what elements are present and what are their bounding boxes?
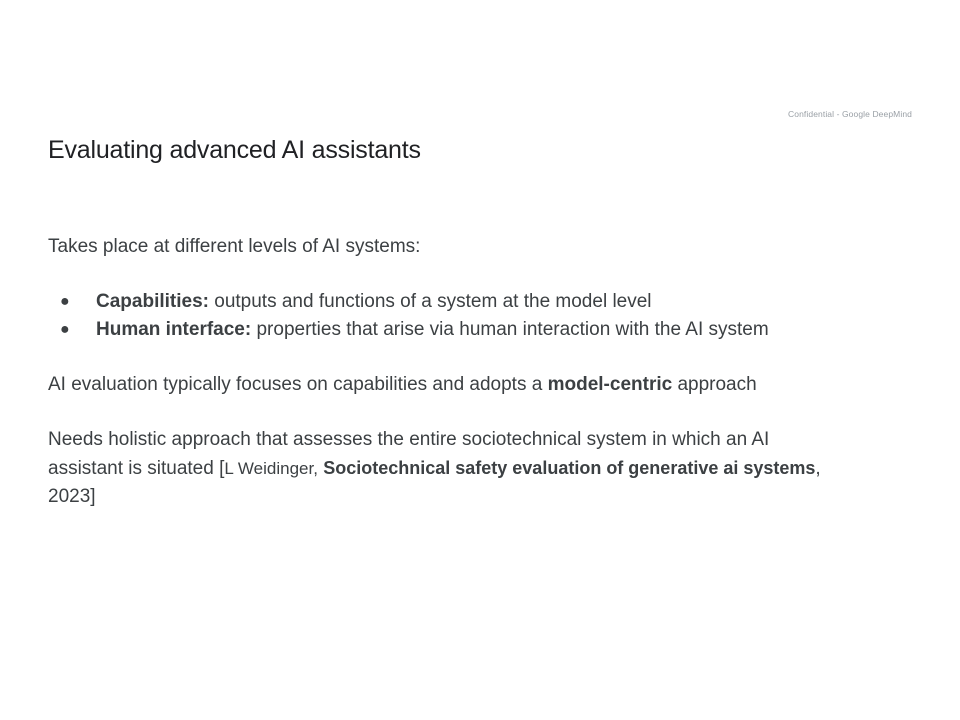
bullet-icon: ● xyxy=(60,321,70,338)
citation-year: , 2023] xyxy=(48,458,821,507)
bullet-term: Human interface: xyxy=(96,319,252,340)
holistic-text xyxy=(48,426,848,511)
bullet-text: properties that arise via human interaction with the AI system xyxy=(251,319,769,340)
evaluation-emphasis: model-centric xyxy=(547,374,673,395)
levels-list xyxy=(48,288,848,344)
list-item-capabilities xyxy=(48,288,848,316)
slide-title: Evaluating advanced AI assistants xyxy=(48,136,421,164)
bullet-text: outputs and functions of a system at the model level xyxy=(208,291,652,312)
bullet-icon: ● xyxy=(60,293,70,310)
evaluation-after: approach xyxy=(672,374,757,395)
citation-author: L Weidinger, xyxy=(224,459,318,478)
evaluation-before: AI evaluation typically focuses on capabilities and adopts a xyxy=(48,374,548,395)
list-item-human-interface xyxy=(48,316,848,344)
citation-title: Sociotechnical safety evaluation of generative ai systems xyxy=(323,458,816,478)
evaluation-text xyxy=(48,371,848,399)
intro-text: Takes place at different levels of AI systems: xyxy=(48,236,421,257)
bullet-term: Capabilities: xyxy=(96,291,209,312)
holistic-main: Needs holistic approach that assesses the entire sociotechnical system in which an AI assistant is situated [ xyxy=(48,429,770,479)
confidential-label: Confidential - Google DeepMind xyxy=(788,109,912,119)
slide-body xyxy=(48,233,848,511)
